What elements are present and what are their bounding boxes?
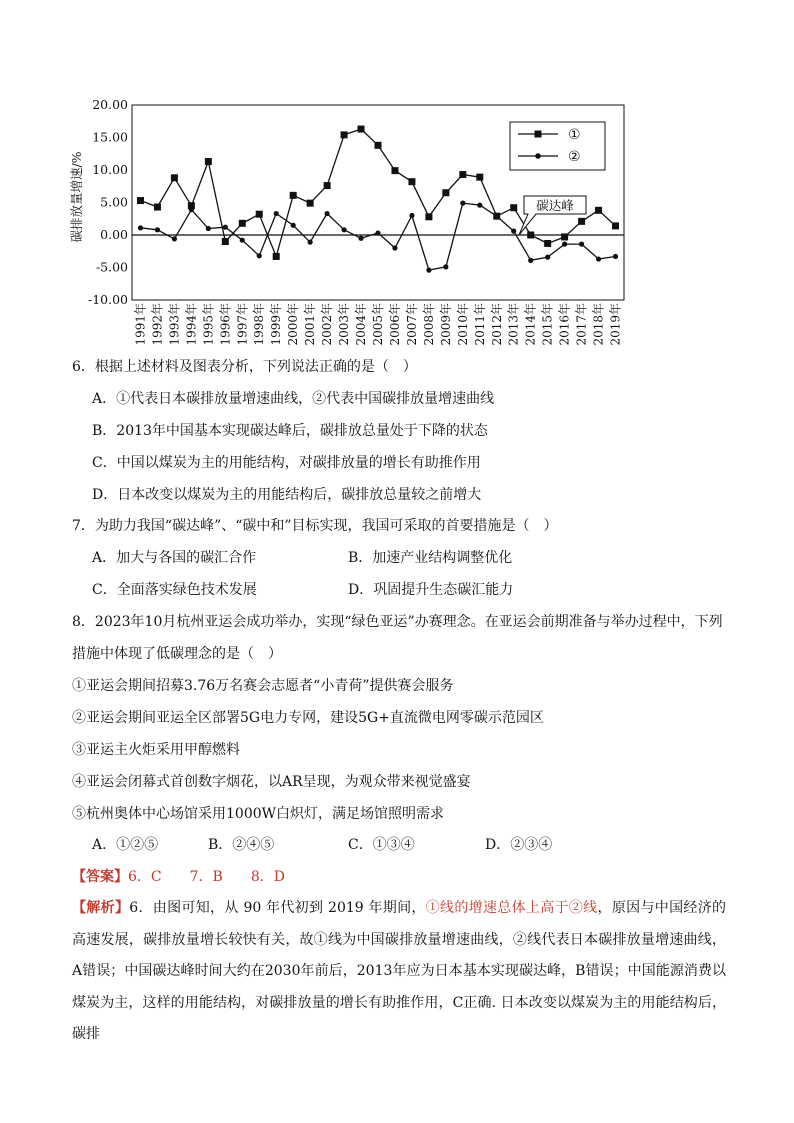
x-tick-label: 2009年	[438, 303, 453, 346]
series-2-point	[274, 211, 279, 216]
series-1-point	[578, 218, 585, 225]
series-1-point	[476, 174, 483, 181]
q8-option-b: B．②④⑤	[208, 837, 275, 853]
legend-label-2: ②	[568, 149, 581, 165]
q6-option-a: A．①代表日本碳排放量增速曲线，②代表中国碳排放量增速曲线	[92, 391, 495, 407]
series-1-point	[137, 197, 144, 204]
x-tick-label: 2010年	[455, 303, 470, 346]
series-1-point	[307, 200, 314, 207]
annotation	[519, 196, 586, 235]
q7-option-c: C．全面落实绿色技术发展	[92, 582, 257, 598]
series-1-point	[612, 222, 619, 229]
answer-line	[72, 867, 285, 887]
y-tick-label: 15.00	[92, 129, 128, 145]
series-1-point	[341, 131, 348, 138]
series-2-point	[308, 240, 313, 245]
series-2-point	[189, 207, 194, 212]
x-tick-label: 1994年	[184, 303, 199, 346]
x-tick-label: 1995年	[201, 303, 216, 346]
y-tick-label: 10.00	[92, 162, 128, 177]
series-2-point	[240, 238, 245, 243]
series-1-point	[391, 167, 398, 174]
x-tick-label: 2018年	[591, 303, 606, 346]
series-2-point	[613, 254, 618, 259]
series-1-point	[273, 253, 280, 260]
series-2-point	[443, 264, 448, 269]
series-2-point	[477, 203, 482, 208]
q6-option-b: B．2013年中国基本实现碳达峰后，碳排放总量处于下降的状态	[92, 423, 488, 439]
series-2-point	[291, 223, 296, 228]
x-tick-label: 2002年	[320, 303, 335, 346]
series-1-point	[358, 126, 365, 133]
analysis-highlight: ①线的增速总体上高于②线	[425, 900, 598, 916]
series-1-point	[171, 174, 178, 181]
x-tick-label: 1999年	[269, 303, 284, 346]
series-1-point	[375, 142, 382, 149]
series-2-point	[358, 236, 363, 241]
x-tick-label: 2006年	[387, 303, 402, 346]
series-2-point	[494, 214, 499, 219]
legend	[510, 122, 605, 170]
q8-item-3: ③亚运主火炬采用甲醇燃料	[72, 742, 240, 758]
question-8-stem: 8．2023年10月杭州亚运会成功举办，实现“绿色亚运”办赛理念。在亚运会前期准备与举办过程中，下列	[72, 614, 723, 630]
answer-text: 6．C 7．B 8．D	[128, 869, 285, 885]
series-2-point	[223, 225, 228, 230]
x-tick-label: 2012年	[489, 303, 504, 346]
x-tick-label: 1992年	[150, 303, 165, 346]
series-2-point	[596, 256, 601, 261]
series-2-point	[325, 211, 330, 216]
q8-item-2: ②亚运会期间亚运全区部署5G电力专网，建设5G+直流微电网零碳示范园区	[72, 710, 544, 726]
series-1-point	[324, 182, 331, 189]
x-tick-label: 2017年	[574, 303, 589, 346]
series-2-point	[409, 213, 414, 218]
q8-item-4: ④亚运会闭幕式首创数字烟花，以AR呈现，为观众带来视觉盛宴	[72, 774, 471, 790]
x-tick-label: 2015年	[540, 302, 555, 346]
series-1-point	[595, 207, 602, 214]
x-tick-label: 1996年	[218, 303, 233, 346]
series-1-point	[239, 220, 246, 227]
series-1-point	[256, 211, 263, 218]
series-2-point	[375, 230, 380, 235]
legend-marker-2	[535, 153, 541, 159]
x-tick-label: 2005年	[371, 303, 385, 346]
x-tick-label: 1998年	[252, 303, 267, 346]
q8-item-5: ⑤杭州奥体中心场馆采用1000W白炽灯，满足场馆照明需求	[72, 806, 445, 822]
series-2-point	[579, 242, 584, 247]
series-1-point	[222, 238, 229, 245]
analysis-text-1: 6．由图可知，从 90 年代初到 2019 年期间，	[129, 900, 426, 916]
series-2-point	[341, 227, 346, 232]
y-axis-label: 碳排放量增速/%	[69, 151, 84, 243]
y-tick-label: -10.00	[87, 292, 128, 307]
carbon-emission-growth-chart	[60, 92, 640, 354]
legend-marker-1	[535, 131, 542, 138]
series-1-point	[425, 213, 432, 220]
series-2-point	[138, 225, 143, 230]
question-8-stem-cont: 措施中体现了低碳理念的是（ ）	[72, 646, 282, 662]
x-tick-label: 2004年	[354, 303, 369, 346]
series-1-point	[544, 240, 551, 247]
series-2-point	[511, 229, 516, 234]
series-2-point	[545, 255, 550, 260]
series-2-point	[206, 226, 211, 231]
series-2-point	[528, 258, 533, 263]
x-tick-label: 2011年	[472, 303, 487, 346]
x-tick-label: 2008年	[421, 303, 436, 346]
series-2-point	[172, 236, 177, 241]
x-tick-label: 1997年	[235, 303, 250, 346]
x-tick-label: 2000年	[286, 303, 301, 346]
analysis-paragraph	[72, 893, 726, 1051]
series-1-point	[459, 171, 466, 178]
q6-option-c: C．中国以煤炭为主的用能结构，对碳排放量的增长有助推作用	[92, 455, 481, 471]
x-tick-label: 1993年	[167, 303, 182, 346]
series-2-point	[460, 201, 465, 206]
series-1-point	[408, 178, 415, 185]
analysis-label: 【解析】	[72, 900, 130, 916]
legend-box	[510, 122, 605, 170]
series-1-point	[290, 192, 297, 199]
y-tick-label: 20.00	[92, 97, 128, 112]
x-tick-label: 1991年	[133, 303, 148, 346]
x-tick-label: 2007年	[404, 303, 419, 346]
analysis-text-2: ，原因与中国经济的高速发展，碳排放量增长较快有关，故①线为中国碳排放量增速曲线，②线代表日本碳排放量增速曲线，A错误；中国碳达峰时间大约在2030年前后，2013年应为日本基本实现碳达峰，B错误；中国能源消费以煤炭为主，这样的用能结构，对碳排放量的增长有助推作用，C正确. 日本改变以煤炭为主的用能结构后，碳排	[72, 900, 727, 1042]
series-2-point	[426, 268, 431, 273]
q6-option-d: D．日本改变以煤炭为主的用能结构后，碳排放总量较之前增大	[92, 487, 482, 503]
series-2-point	[155, 227, 160, 232]
q7-option-a: A．加大与各国的碳汇合作	[92, 550, 257, 566]
x-tick-label: 2003年	[337, 303, 352, 346]
q8-option-a: A．①②⑤	[92, 837, 159, 853]
series-1-point	[561, 233, 568, 240]
series-1-point	[154, 204, 161, 211]
question-7-stem: 7．为助力我国“碳达峰”、“碳中和”目标实现，我国可采取的首要措施是（ ）	[72, 518, 558, 534]
x-tick-label: 2014年	[523, 303, 538, 346]
legend-label-1: ①	[568, 127, 581, 143]
series-1-point	[442, 189, 449, 196]
q7-option-d: D．巩固提升生态碳汇能力	[348, 582, 514, 598]
annotation-label: 碳达峰	[536, 198, 574, 213]
x-tick-label: 2013年	[506, 303, 521, 346]
x-tick-label: 2016年	[557, 303, 572, 346]
series-2-point	[257, 253, 262, 258]
y-tick-label: 5.00	[100, 194, 128, 210]
q8-option-d: D．②③④	[485, 837, 553, 853]
q8-option-c: C．①③④	[348, 837, 415, 853]
question-6-stem: 6．根据上述材料及图表分析，下列说法正确的是（ ）	[72, 359, 417, 375]
x-tick-label: 2019年	[608, 303, 623, 346]
q8-item-1: ①亚运会期间招募3.76万名赛会志愿者“小青荷”提供赛会服务	[72, 678, 454, 694]
q7-option-b: B．加速产业结构调整优化	[348, 550, 513, 566]
series-1-point	[205, 158, 212, 165]
series-1-point	[510, 204, 517, 211]
y-tick-label: -5.00	[95, 259, 128, 275]
x-tick-label: 2001年	[303, 303, 318, 346]
series-2-point	[562, 242, 567, 247]
series-2-point	[392, 245, 397, 250]
answer-label: 【答案】	[72, 869, 128, 885]
y-tick-label: 0.00	[100, 227, 128, 242]
series-1-point	[527, 232, 534, 239]
